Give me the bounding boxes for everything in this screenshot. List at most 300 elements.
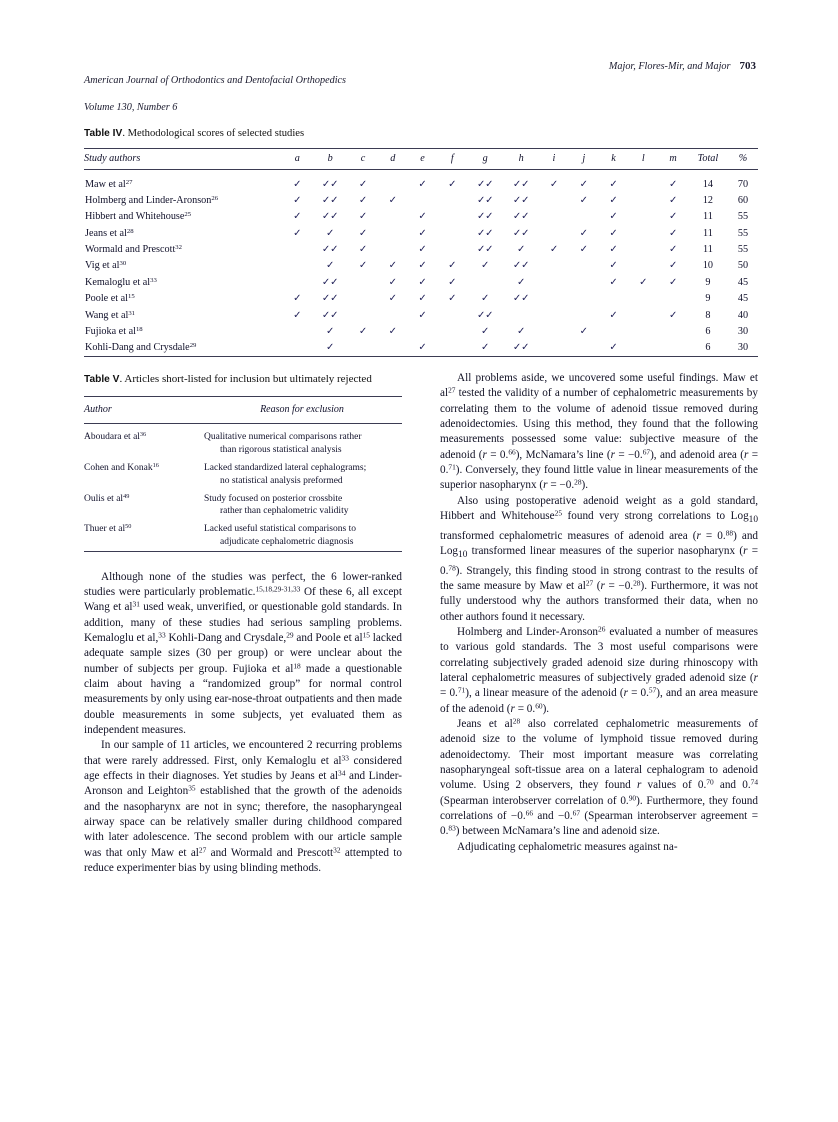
score-cell xyxy=(312,258,348,274)
checkmark-icon: ✓✓ xyxy=(512,211,530,223)
checkmark-icon: ✓ xyxy=(358,227,368,239)
table-row xyxy=(84,520,402,551)
score-cell xyxy=(378,274,408,290)
score-cell xyxy=(378,241,408,257)
percent-cell: 45 xyxy=(737,293,749,305)
checkmark-icon: ✓ xyxy=(609,211,618,223)
table-iv-header-row xyxy=(84,149,758,170)
excluded-author-cell: Aboudara et $al^{36}$ xyxy=(84,431,147,443)
score-cell xyxy=(599,323,629,339)
col-f: f xyxy=(450,153,454,164)
checkmark-icon: ✓✓ xyxy=(512,227,530,239)
score-cell xyxy=(539,307,569,323)
checkmark-icon: ✓ xyxy=(517,325,526,337)
reference-superscript: 15,18,29-31,33 xyxy=(255,584,301,594)
exclusion-reason-cell xyxy=(202,424,402,459)
checkmark-icon: ✓ xyxy=(481,325,490,337)
checkmark-icon: ✓ xyxy=(579,325,588,337)
reference-superscript: 32 xyxy=(175,243,182,251)
score-cell xyxy=(348,192,378,208)
score-cell xyxy=(599,225,629,241)
percent-cell: 40 xyxy=(737,309,749,321)
reason-line-2: no statistical analysis preformed xyxy=(220,475,343,486)
checkmark-icon: ✓ xyxy=(609,227,618,239)
statistic-r: r xyxy=(610,448,615,461)
reference-superscript: 83 xyxy=(448,823,456,833)
score-cell xyxy=(467,170,503,193)
study-author-cell: Holmberg and Linder-Aronson$^{26}$ xyxy=(85,194,219,206)
checkmark-icon: ✓ xyxy=(358,178,368,190)
checkmark-icon: ✓✓ xyxy=(476,244,494,255)
checkmark-icon: ✓✓ xyxy=(512,342,530,354)
score-cell xyxy=(408,290,438,306)
score-cell xyxy=(658,170,688,193)
score-cell xyxy=(312,290,348,306)
body-paragraph: Adjudicating cephalometric measures against na- xyxy=(457,840,678,853)
score-cell xyxy=(569,307,599,323)
statistic-r: r xyxy=(696,529,701,542)
total-cell: 11 xyxy=(703,244,713,255)
col-a: a xyxy=(294,153,300,164)
checkmark-icon: ✓ xyxy=(668,178,678,190)
checkmark-icon: ✓✓ xyxy=(321,211,339,223)
total-cell: 14 xyxy=(702,178,713,190)
study-author-cell: Poole et $al^{15}$ xyxy=(85,292,135,305)
checkmark-icon: ✓ xyxy=(388,194,397,206)
score-cell xyxy=(658,323,688,339)
score-cell xyxy=(437,290,467,306)
checkmark-icon: ✓ xyxy=(293,178,302,190)
total-cell: 11 xyxy=(703,227,713,239)
checkmark-icon: ✓ xyxy=(609,309,618,321)
col-g: g xyxy=(482,153,488,164)
excluded-author-cell: Thuer et $al^{50}$ xyxy=(84,523,132,535)
checkmark-icon: ✓ xyxy=(293,309,302,321)
table-row xyxy=(84,459,402,490)
checkmark-icon: ✓ xyxy=(549,178,559,190)
score-cell xyxy=(599,258,629,274)
checkmark-icon: ✓✓ xyxy=(321,293,339,305)
score-cell xyxy=(348,225,378,241)
score-cell xyxy=(348,290,378,306)
table-row xyxy=(84,489,402,520)
checkmark-icon: ✓✓ xyxy=(512,194,530,206)
checkmark-icon: ✓ xyxy=(668,309,678,321)
table-row xyxy=(84,225,758,241)
table-v xyxy=(84,372,402,552)
table-iv-caption xyxy=(84,127,758,141)
reference-superscript: 33 xyxy=(341,753,349,763)
reference-superscript: 71 xyxy=(448,462,456,472)
reference-superscript: 27 xyxy=(448,385,456,395)
statistic-r: r xyxy=(743,545,748,558)
score-cell xyxy=(312,274,348,290)
table-iv-head xyxy=(84,149,758,170)
reason-line-1: Lacked standardized lateral cephalograms; xyxy=(204,463,367,474)
reference-superscript: 88 xyxy=(725,528,734,538)
score-cell xyxy=(282,290,312,306)
checkmark-icon: ✓ xyxy=(448,260,457,272)
score-cell xyxy=(599,340,629,357)
study-author-cell: Wormald and Prescott$^{32}$ xyxy=(85,243,182,255)
table-iv-label: Table IV xyxy=(84,128,123,139)
table-row xyxy=(84,274,758,290)
table-row xyxy=(84,323,758,339)
score-cell xyxy=(282,323,312,339)
col-c: c xyxy=(360,153,366,164)
statistic-r: r xyxy=(753,672,758,684)
checkmark-icon: ✓✓ xyxy=(321,276,339,288)
total-cell: 11 xyxy=(703,211,713,223)
checkmark-icon: ✓ xyxy=(668,211,678,223)
body-paragraph: Also using postoperative adenoid weight as a gold standard, Hibbert and Whitehouse$^{25}$ found very strong correlations to Log$_{10}$ transformed cephalometric measures of adenoid area (r = 0.88) and Log$_{10}$ transformed linear measures of the superior nasopharynx (r = 0.78). Strangely, this finding stood in strong contrast to the results of the same measure by Maw et $al^{27}$ (r = −0.28). Furthermore, it was not fully understood why the authors transformed their data, when no other authors found it necessary. xyxy=(440,494,759,623)
score-cell xyxy=(437,241,467,257)
total-cell: 10 xyxy=(702,260,713,272)
reference-superscript: 15 xyxy=(362,630,370,640)
checkmark-icon: ✓ xyxy=(448,293,457,305)
score-cell xyxy=(408,170,438,193)
checkmark-icon: ✓ xyxy=(418,227,427,239)
score-cell xyxy=(467,209,503,225)
table-row xyxy=(84,241,758,257)
checkmark-icon: ✓✓ xyxy=(321,309,339,321)
exclusion-reason-cell xyxy=(202,459,402,490)
score-cell xyxy=(569,323,599,339)
reference-superscript: 15 xyxy=(128,292,135,300)
checkmark-icon: ✓ xyxy=(549,244,559,255)
score-cell xyxy=(599,274,629,290)
checkmark-icon: ✓ xyxy=(326,227,335,239)
score-cell xyxy=(628,225,658,241)
checkmark-icon: ✓ xyxy=(609,178,618,190)
score-cell xyxy=(282,340,312,357)
percent-cell: 55 xyxy=(737,211,749,223)
score-cell xyxy=(539,209,569,225)
checkmark-icon: ✓ xyxy=(609,276,618,288)
col-author: Author xyxy=(84,404,112,415)
checkmark-icon: ✓ xyxy=(293,211,302,223)
log-base: 10 xyxy=(458,550,468,561)
score-cell xyxy=(437,274,467,290)
volume-issue: Volume 130, Number 6 xyxy=(84,101,178,113)
checkmark-icon: ✓✓ xyxy=(476,178,494,190)
col-i: i xyxy=(552,153,556,164)
score-cell xyxy=(503,241,539,257)
running-head xyxy=(84,60,756,128)
reason-line-2: rather than cephalometric validity xyxy=(220,506,349,517)
score-cell xyxy=(378,290,408,306)
score-cell xyxy=(437,209,467,225)
score-cell xyxy=(658,225,688,241)
score-cell xyxy=(628,241,658,257)
reference-superscript: 27 xyxy=(198,845,207,855)
score-cell xyxy=(467,274,503,290)
checkmark-icon: ✓ xyxy=(418,276,427,288)
reference-superscript: 34 xyxy=(338,768,346,778)
score-cell xyxy=(628,290,658,306)
table-row xyxy=(84,307,758,323)
score-cell xyxy=(503,340,539,357)
table-row xyxy=(84,258,758,274)
checkmark-icon: ✓ xyxy=(448,178,457,190)
checkmark-icon: ✓✓ xyxy=(512,178,530,190)
reference-superscript: 33 xyxy=(150,276,157,284)
table-v-caption xyxy=(84,372,402,387)
score-cell xyxy=(503,258,539,274)
excluded-author-cell: Oulis et $al^{49}$ xyxy=(84,492,130,504)
col-k: k xyxy=(611,153,616,164)
body-paragraph: Although none of the studies was perfect, the 6 lower-ranked studies were particularly problematic.$^{15,18,29-31,33}$ Of these 6, all except Wang et $al^{31}$ used weak, unverified, or questionable gold standards. In addition, many of these studies had serious sampling problems. Kemaloglu et al,$^{33}$ Kohli-Dang and Crysdale,$^{29}$ and Poole et $al^{15}$ lacked adequate sample sizes (30 per group) or were unclear about the number of subjects per group. Fujioka et $al^{18}$ made a questionable claim about having a “randomized group” for normal control measurements by only using ear-nose-throat outpatients and then made double measurements in some subjects, yet evaluated them as independent measures. xyxy=(84,570,402,737)
study-author-cell: Wang et $al^{31}$ xyxy=(85,309,136,321)
checkmark-icon: ✓ xyxy=(579,178,588,190)
checkmark-icon: ✓ xyxy=(388,276,397,288)
score-cell xyxy=(599,290,629,306)
checkmark-icon: ✓ xyxy=(418,211,427,223)
table-v-head xyxy=(84,397,402,424)
reference-superscript: 16 xyxy=(152,462,159,470)
reference-superscript: 90 xyxy=(628,793,637,803)
reason-line-1: Lacked useful statistical comparisons to xyxy=(204,524,356,535)
score-cell xyxy=(467,241,503,257)
total-cell: 9 xyxy=(705,293,711,305)
body-paragraph: In our sample of 11 articles, we encountered 2 recurring problems that were rarely addressed. First, only Kemaloglu et $al^{33}$ considered age effects in their diagnoses. Yet studies by Jeans et $al^{34}$ and Linder-Aronson and Leighton$^{35}$ established that the growth of the adenoids and the nasopharynx are not in sync; therefore, the nasopharyngeal airway space can be relatively smaller during childhood compared with later adolescence. The second problem with our article sample was that only Maw et $al^{27}$ and Wormald and Prescott$^{32}$ attempted to reduce experimenter bias by using blinding methods. xyxy=(84,739,403,875)
right-column xyxy=(440,371,758,855)
checkmark-icon: ✓ xyxy=(358,194,368,206)
score-cell xyxy=(658,307,688,323)
score-cell xyxy=(408,323,438,339)
score-cell xyxy=(569,192,599,208)
left-column xyxy=(84,372,402,876)
checkmark-icon: ✓✓ xyxy=(321,194,339,206)
checkmark-icon: ✓ xyxy=(418,293,427,305)
checkmark-icon: ✓ xyxy=(579,194,588,206)
table-v-label: Table V xyxy=(84,374,120,385)
checkmark-icon: ✓ xyxy=(639,276,648,288)
checkmark-icon: ✓ xyxy=(388,325,397,337)
checkmark-icon: ✓ xyxy=(609,260,618,272)
score-cell xyxy=(408,340,438,357)
reference-superscript: 78 xyxy=(448,563,456,573)
score-cell xyxy=(437,307,467,323)
score-cell xyxy=(599,192,629,208)
checkmark-icon: ✓ xyxy=(517,244,526,255)
total-cell: 12 xyxy=(702,194,713,206)
checkmark-icon: ✓✓ xyxy=(476,227,494,239)
reference-superscript: 28 xyxy=(126,227,134,235)
score-cell xyxy=(539,170,569,193)
reference-superscript: 31 xyxy=(128,309,136,317)
score-cell xyxy=(282,241,312,257)
study-author-cell: Fujioka et $al^{18}$ xyxy=(85,325,143,337)
col-e: e xyxy=(420,153,425,164)
score-cell xyxy=(348,258,378,274)
score-cell xyxy=(378,225,408,241)
score-cell xyxy=(467,340,503,357)
score-cell xyxy=(658,258,688,274)
checkmark-icon: ✓ xyxy=(326,325,335,337)
table-iv-body xyxy=(84,170,758,357)
score-cell xyxy=(658,241,688,257)
reference-superscript: 26 xyxy=(211,194,219,202)
reference-superscript: 35 xyxy=(188,783,196,793)
percent-cell: 60 xyxy=(737,194,749,206)
percent-cell: 30 xyxy=(737,325,749,337)
statistic-r: r xyxy=(543,479,548,492)
checkmark-icon: ✓ xyxy=(418,244,427,255)
reference-superscript: 28 xyxy=(574,477,582,487)
reference-superscript: 57 xyxy=(648,685,657,695)
score-cell xyxy=(282,209,312,225)
study-author-cell: Maw et $al^{27}$ xyxy=(85,178,133,190)
score-cell xyxy=(628,209,658,225)
checkmark-icon: ✓ xyxy=(358,325,368,337)
score-cell xyxy=(599,170,629,193)
statistic-r: r xyxy=(743,448,749,461)
score-cell xyxy=(282,274,312,290)
reference-superscript: 29 xyxy=(286,630,294,640)
score-cell xyxy=(628,192,658,208)
checkmark-icon: ✓ xyxy=(517,276,526,288)
col-h: h xyxy=(518,153,524,164)
checkmark-icon: ✓ xyxy=(293,227,302,239)
score-cell xyxy=(658,274,688,290)
checkmark-icon: ✓✓ xyxy=(512,293,530,305)
score-cell xyxy=(628,274,658,290)
score-cell xyxy=(503,170,539,193)
checkmark-icon: ✓✓ xyxy=(321,178,339,190)
score-cell xyxy=(312,241,348,257)
reference-superscript: 60 xyxy=(535,701,543,711)
score-cell xyxy=(378,192,408,208)
reference-superscript: 66 xyxy=(525,808,533,818)
score-cell xyxy=(437,192,467,208)
score-cell xyxy=(348,340,378,357)
percent-cell: 30 xyxy=(737,342,749,354)
score-cell xyxy=(599,307,629,323)
col-l: l xyxy=(641,153,645,164)
reference-superscript: 26 xyxy=(598,624,606,634)
col-b: b xyxy=(327,153,333,164)
percent-cell: 55 xyxy=(737,227,749,239)
score-cell xyxy=(348,241,378,257)
col-j: j xyxy=(582,153,586,164)
reference-superscript: 32 xyxy=(333,845,341,855)
score-cell xyxy=(378,209,408,225)
score-cell xyxy=(467,258,503,274)
study-author-cell: Kemaloglu et $al^{33}$ xyxy=(85,276,157,288)
score-cell xyxy=(503,274,539,290)
percent-cell: 45 xyxy=(737,276,749,288)
score-cell xyxy=(539,258,569,274)
reference-superscript: 28 xyxy=(633,578,641,588)
col-total: Total xyxy=(697,153,719,164)
study-author-cell: Jeans et $al^{28}$ xyxy=(85,227,134,239)
score-cell xyxy=(503,209,539,225)
reference-superscript: 25 xyxy=(184,211,192,219)
reason-line-1: Study focused on posterior crossbite xyxy=(204,493,343,504)
reference-superscript: 49 xyxy=(123,492,130,500)
score-cell xyxy=(312,209,348,225)
table-row xyxy=(84,424,402,459)
score-cell xyxy=(503,307,539,323)
reason-line-2: adjudicate cephalometric diagnosis xyxy=(220,537,354,547)
score-cell xyxy=(378,323,408,339)
score-cell xyxy=(282,192,312,208)
score-cell xyxy=(348,307,378,323)
checkmark-icon: ✓ xyxy=(326,260,335,272)
score-cell xyxy=(628,307,658,323)
checkmark-icon: ✓ xyxy=(448,276,457,288)
reference-superscript: 30 xyxy=(119,260,127,268)
table-row xyxy=(84,290,758,306)
total-cell: 6 xyxy=(705,325,711,337)
log-base: 10 xyxy=(748,515,758,526)
checkmark-icon: ✓ xyxy=(388,293,397,305)
checkmark-icon: ✓ xyxy=(668,244,678,255)
exclusion-reason-cell xyxy=(202,520,402,551)
checkmark-icon: ✓ xyxy=(418,342,427,354)
study-author-cell: Hibbert and Whitehouse$^{25}$ xyxy=(85,211,192,223)
col-study-authors: Study authors xyxy=(84,153,141,164)
statistic-r: r xyxy=(600,579,605,592)
checkmark-icon: ✓ xyxy=(668,260,678,272)
statistic-r: r xyxy=(482,448,487,461)
score-cell xyxy=(599,209,629,225)
score-cell xyxy=(282,170,312,193)
score-cell xyxy=(569,209,599,225)
score-cell xyxy=(348,323,378,339)
checkmark-icon: ✓ xyxy=(358,211,368,223)
reference-superscript: 27 xyxy=(585,578,594,588)
score-cell xyxy=(539,241,569,257)
running-head-journal-block xyxy=(84,60,346,128)
checkmark-icon: ✓ xyxy=(579,227,588,239)
checkmark-icon: ✓ xyxy=(668,276,678,288)
score-cell xyxy=(599,241,629,257)
reason-line-1: Qualitative numerical comparisons rather xyxy=(204,432,362,443)
running-head-authors-block xyxy=(609,60,756,74)
checkmark-icon: ✓ xyxy=(418,260,427,272)
checkmark-icon: ✓✓ xyxy=(512,260,530,272)
checkmark-icon: ✓✓ xyxy=(476,194,494,206)
score-cell xyxy=(628,170,658,193)
checkmark-icon: ✓ xyxy=(609,194,618,206)
statistic-r: r xyxy=(510,702,515,715)
reference-superscript: 67 xyxy=(572,808,581,818)
checkmark-icon: ✓ xyxy=(418,178,427,190)
checkmark-icon: ✓ xyxy=(668,194,678,206)
col-d: d xyxy=(390,153,396,164)
reference-superscript: 29 xyxy=(189,342,197,350)
checkmark-icon: ✓ xyxy=(358,260,368,272)
score-cell xyxy=(408,209,438,225)
score-cell xyxy=(282,225,312,241)
score-cell xyxy=(312,170,348,193)
score-cell xyxy=(378,307,408,323)
score-cell xyxy=(378,170,408,193)
score-cell xyxy=(569,274,599,290)
checkmark-icon: ✓ xyxy=(293,194,302,206)
score-cell xyxy=(658,290,688,306)
score-cell xyxy=(658,209,688,225)
score-cell xyxy=(437,225,467,241)
score-cell xyxy=(437,340,467,357)
score-cell xyxy=(539,225,569,241)
score-cell xyxy=(503,290,539,306)
score-cell xyxy=(569,225,599,241)
score-cell xyxy=(378,340,408,357)
score-cell xyxy=(569,241,599,257)
